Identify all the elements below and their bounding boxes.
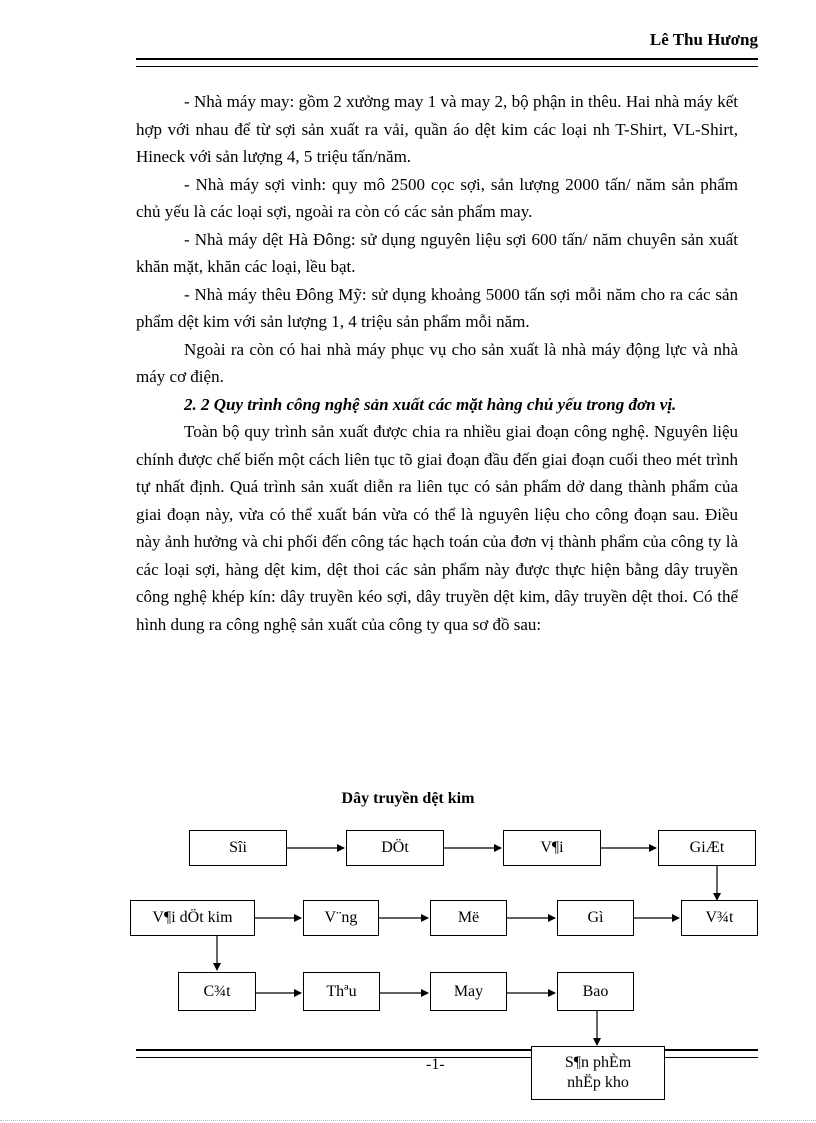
paragraph: Ngoài ra còn có hai nhà máy phục vụ cho sản xuất là nhà máy động lực và nhà máy cơ điện.: [136, 339, 738, 386]
flow-box-san-pham: S¶n phÈm nhËp kho: [531, 1046, 665, 1100]
flow-box-mo: Më: [430, 900, 507, 936]
flow-box-bao: Bao: [557, 972, 634, 1011]
flow-box-det: DÖt: [346, 830, 444, 866]
flow-box-vang: V¨ng: [303, 900, 379, 936]
paragraph: - Nhà máy thêu Đông Mỹ: sử dụng khoảng 5000 tấn sợi mỗi năm cho ra các sản phẩm dệt kim với sản lượng 1, 4 triệu sản phẩm mỗi năm.: [136, 284, 738, 331]
diagram-title: Dây truyền dệt kim: [341, 790, 475, 807]
flow-box-vai-det-kim: V¶i dÖt kim: [130, 900, 255, 936]
flow-box-vai: V¶i: [503, 830, 601, 866]
paragraph: - Nhà máy sợi vinh: quy mô 2500 cọc sợi, sản lượng 2000 tấn/ năm sản phẩm chủ yếu là các loại sợi, ngoài ra còn có các sản phẩm may.: [136, 174, 738, 221]
author-name: Lê Thu Hương: [649, 30, 758, 49]
paragraph: Toàn bộ quy trình sản xuất được chia ra nhiều giai đoạn công nghệ. Nguyên liệu chính được chế biến một cách liên tục tõ giai đoạn đầu đến giai đoạn cuối theo mét trình tự nhất định. Quá trình sản xuất diễn ra liên tục có sản phẩm dở dang thành phẩm của giai đoạn này, vừa có thể xuất bán vừa có thể là nguyên liệu cho công đoạn sau. Điều này ảnh hưởng và chi phối đến công tác hạch toán của đơn vị thành phẩm của công ty là các loại sợi, hàng dệt kim, dệt thoi các sản phẩm này được thực hiện bằng dây truyền công nghệ khép kín: dây truyền kéo sợi, dây truyền dệt kim, dây truyền dệt thoi. Có thể hình dung ra công nghệ sản xuất của công ty qua sơ đồ sau:: [136, 422, 738, 634]
flow-box-giat: GiÆt: [658, 830, 756, 866]
flow-box-theu: Thªu: [303, 972, 380, 1011]
flow-box-soi: Sîi: [189, 830, 287, 866]
flow-box-vat: V¾t: [681, 900, 758, 936]
paragraph: - Nhà máy may: gồm 2 xưởng may 1 và may 2, bộ phận in thêu. Hai nhà máy kết hợp với nhau để từ sợi sản xuất ra vải, quần áo dệt kim các loại nh T-Shirt, VL-Shirt, Hineck với sản lượng 4, 5 triệu tấn/năm.: [136, 92, 738, 166]
flow-box-cat: C¾t: [178, 972, 256, 1011]
flow-box-go: Gì: [557, 900, 634, 936]
page-number: -1-: [426, 1056, 445, 1073]
paragraph: - Nhà máy dệt Hà Đông: sử dụng nguyên liệu sợi 600 tấn/ năm chuyên sản xuất khăn mặt, khăn các loại, lều bạt.: [136, 229, 738, 276]
flow-box-may: May: [430, 972, 507, 1011]
page-edge-rule: [0, 1120, 816, 1121]
section-heading: 2. 2 Quy trình công nghệ sản xuất các mặt hàng chủ yếu trong đơn vị.: [184, 394, 677, 414]
